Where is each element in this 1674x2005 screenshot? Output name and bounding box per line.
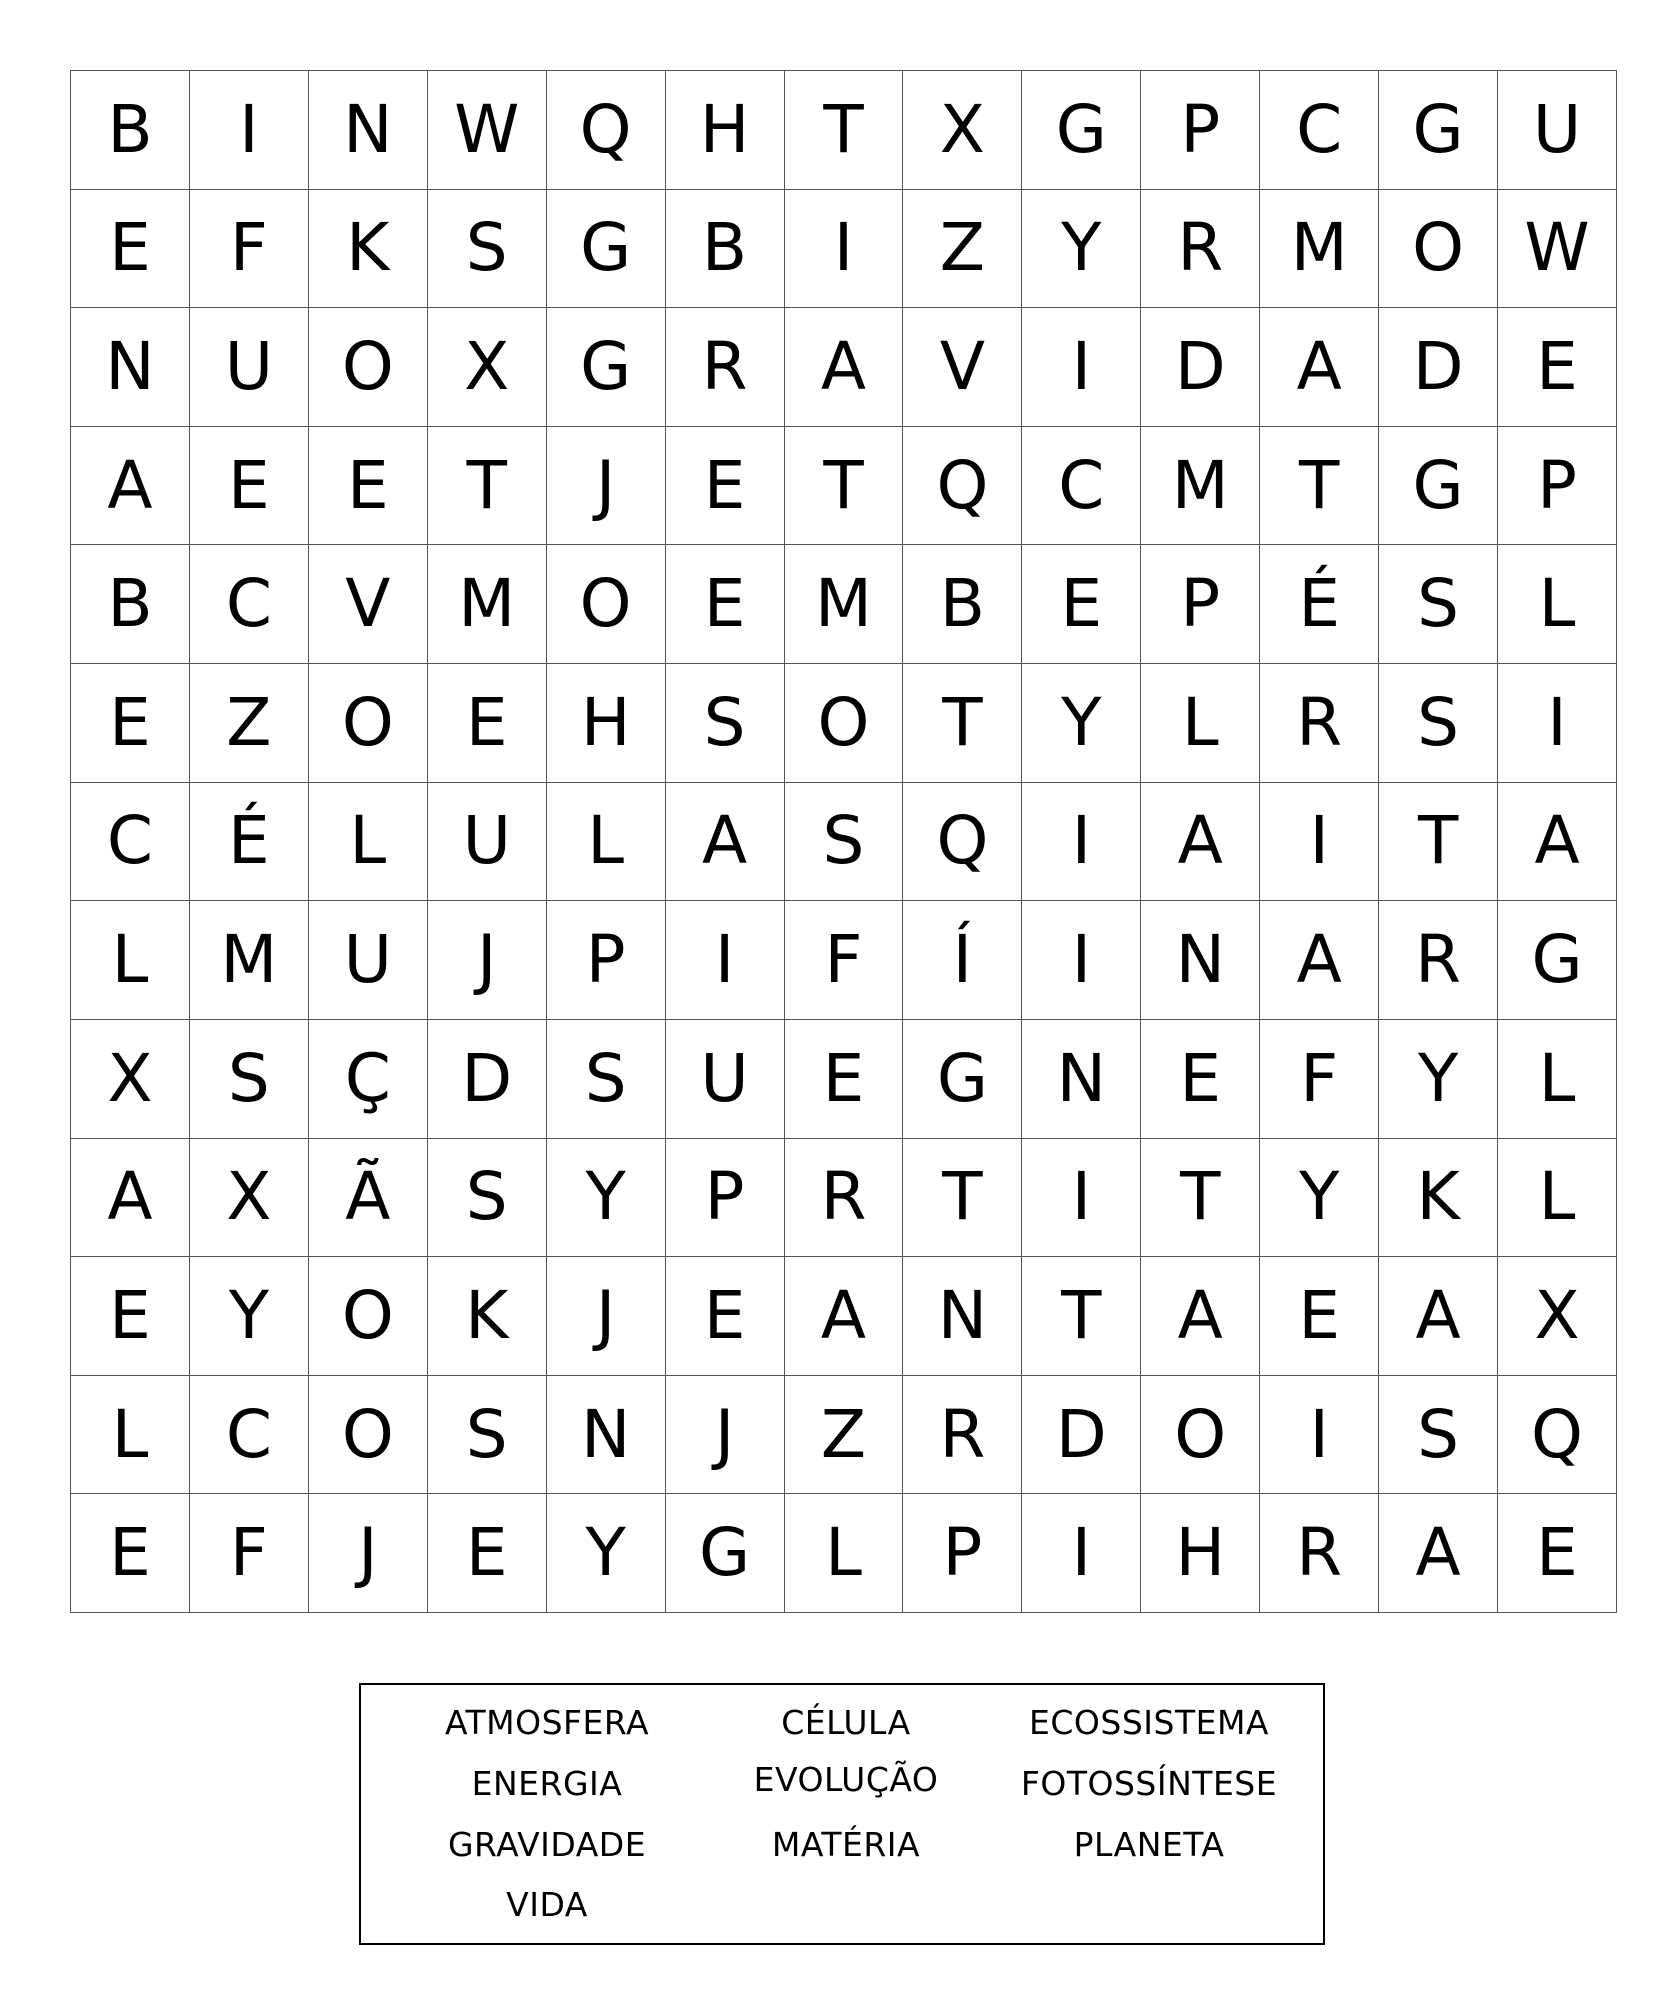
grid-cell[interactable]: O [309, 1257, 428, 1376]
grid-cell[interactable]: C [1022, 427, 1141, 546]
grid-cell[interactable]: D [1141, 308, 1260, 427]
grid-cell[interactable]: X [190, 1139, 309, 1258]
grid-cell[interactable]: L [1498, 545, 1617, 664]
grid-cell[interactable]: E [190, 427, 309, 546]
grid-cell[interactable]: E [1022, 545, 1141, 664]
grid-cell[interactable]: P [666, 1139, 785, 1258]
grid-cell[interactable]: Z [903, 190, 1022, 309]
grid-cell[interactable]: B [903, 545, 1022, 664]
grid-cell[interactable]: E [71, 1494, 190, 1613]
grid-cell[interactable]: O [785, 664, 904, 783]
grid-cell[interactable]: A [666, 783, 785, 902]
grid-cell[interactable]: U [1498, 71, 1617, 190]
grid-cell[interactable]: U [666, 1020, 785, 1139]
grid-cell[interactable]: J [428, 901, 547, 1020]
grid-cell[interactable]: G [1379, 427, 1498, 546]
grid-cell[interactable]: S [428, 190, 547, 309]
grid-cell[interactable]: F [190, 190, 309, 309]
grid-cell[interactable]: R [903, 1376, 1022, 1495]
grid-cell[interactable]: Q [547, 71, 666, 190]
word-list-item: ATMOSFERA [444, 1703, 650, 1742]
grid-cell[interactable]: N [1141, 901, 1260, 1020]
word-list-item: GRAVIDADE [447, 1825, 647, 1864]
grid-cell[interactable]: E [428, 664, 547, 783]
grid-cell[interactable]: R [785, 1139, 904, 1258]
grid-cell[interactable]: M [190, 901, 309, 1020]
grid-cell[interactable]: H [666, 71, 785, 190]
grid-cell[interactable]: R [666, 308, 785, 427]
grid-cell[interactable]: U [190, 308, 309, 427]
grid-cell[interactable]: W [428, 71, 547, 190]
grid-cell[interactable]: M [785, 545, 904, 664]
grid-cell[interactable]: L [785, 1494, 904, 1613]
grid-cell[interactable]: L [1141, 664, 1260, 783]
grid-cell[interactable]: A [1141, 1257, 1260, 1376]
grid-cell[interactable]: S [428, 1376, 547, 1495]
grid-cell[interactable]: V [903, 308, 1022, 427]
grid-cell[interactable]: E [666, 427, 785, 546]
grid-cell[interactable]: A [785, 308, 904, 427]
grid-cell[interactable]: R [1379, 901, 1498, 1020]
grid-cell[interactable]: N [1022, 1020, 1141, 1139]
grid-cell[interactable]: R [1260, 1494, 1379, 1613]
grid-cell[interactable]: M [1141, 427, 1260, 546]
grid-cell[interactable]: A [1379, 1257, 1498, 1376]
word-list-item: ENERGIA [471, 1764, 623, 1803]
grid-cell[interactable]: Y [190, 1257, 309, 1376]
grid-cell[interactable]: T [785, 427, 904, 546]
grid-cell[interactable]: M [428, 545, 547, 664]
grid-cell[interactable]: J [309, 1494, 428, 1613]
grid-cell[interactable]: I [1260, 1376, 1379, 1495]
word-list-item: CÉLULA [781, 1703, 911, 1742]
grid-cell[interactable]: H [547, 664, 666, 783]
word-list-item: VIDA [506, 1885, 588, 1924]
grid-cell[interactable]: Y [1260, 1139, 1379, 1258]
grid-cell[interactable]: E [1498, 308, 1617, 427]
grid-cell[interactable]: O [1141, 1376, 1260, 1495]
grid-cell[interactable]: G [666, 1494, 785, 1613]
grid-cell[interactable]: Q [903, 427, 1022, 546]
grid-cell[interactable]: B [71, 545, 190, 664]
grid-cell[interactable]: N [71, 308, 190, 427]
grid-cell[interactable]: E [428, 1494, 547, 1613]
grid-cell[interactable]: H [1141, 1494, 1260, 1613]
grid-cell[interactable]: X [903, 71, 1022, 190]
grid-cell[interactable]: A [1260, 901, 1379, 1020]
grid-cell[interactable]: A [1141, 783, 1260, 902]
grid-cell[interactable]: E [71, 1257, 190, 1376]
grid-cell[interactable]: U [428, 783, 547, 902]
grid-cell[interactable]: O [309, 664, 428, 783]
grid-cell[interactable]: G [1022, 71, 1141, 190]
grid-cell[interactable]: G [1498, 901, 1617, 1020]
grid-cell[interactable]: X [1498, 1257, 1617, 1376]
letter-grid [70, 70, 1617, 1613]
grid-cell[interactable]: É [1260, 545, 1379, 664]
grid-cell[interactable]: T [428, 427, 547, 546]
grid-cell[interactable]: I [1498, 664, 1617, 783]
grid-cell[interactable]: S [1379, 1376, 1498, 1495]
grid-cell[interactable]: L [309, 783, 428, 902]
grid-cell[interactable]: S [428, 1139, 547, 1258]
grid-cell[interactable]: N [547, 1376, 666, 1495]
grid-cell[interactable]: T [903, 1139, 1022, 1258]
grid-cell[interactable]: D [1022, 1376, 1141, 1495]
grid-cell[interactable]: U [309, 901, 428, 1020]
grid-cell[interactable]: I [1022, 1139, 1141, 1258]
grid-cell[interactable]: B [71, 71, 190, 190]
word-list-item: PLANETA [1073, 1825, 1225, 1864]
word-list-item: FOTOSSÍNTESE [1020, 1764, 1278, 1803]
grid-cell[interactable]: I [666, 901, 785, 1020]
grid-cell[interactable]: A [1379, 1494, 1498, 1613]
grid-cell[interactable]: B [666, 190, 785, 309]
grid-cell[interactable]: E [1260, 1257, 1379, 1376]
grid-cell[interactable]: T [1141, 1139, 1260, 1258]
grid-cell[interactable]: E [666, 545, 785, 664]
grid-cell[interactable]: I [1022, 901, 1141, 1020]
grid-cell[interactable]: K [428, 1257, 547, 1376]
grid-cell[interactable]: T [785, 71, 904, 190]
grid-cell[interactable]: I [1022, 1494, 1141, 1613]
grid-cell[interactable]: Q [1498, 1376, 1617, 1495]
grid-cell[interactable]: Y [1022, 664, 1141, 783]
grid-cell[interactable]: L [71, 1376, 190, 1495]
grid-cell[interactable]: Y [547, 1494, 666, 1613]
grid-cell[interactable]: A [1260, 308, 1379, 427]
grid-cell[interactable]: L [71, 901, 190, 1020]
grid-cell[interactable]: W [1498, 190, 1617, 309]
grid-cell[interactable]: M [1260, 190, 1379, 309]
word-list-item: MATÉRIA [771, 1825, 921, 1864]
grid-cell[interactable]: L [1498, 1020, 1617, 1139]
grid-cell[interactable]: C [71, 783, 190, 902]
grid-cell[interactable]: Z [190, 664, 309, 783]
grid-cell[interactable]: I [785, 190, 904, 309]
grid-cell[interactable]: G [547, 308, 666, 427]
grid-cell[interactable]: Y [1379, 1020, 1498, 1139]
grid-cell[interactable]: S [785, 783, 904, 902]
grid-cell[interactable]: I [1022, 308, 1141, 427]
grid-cell[interactable]: X [71, 1020, 190, 1139]
grid-cell[interactable]: R [1141, 190, 1260, 309]
grid-cell[interactable]: X [428, 308, 547, 427]
grid-cell[interactable]: S [666, 664, 785, 783]
grid-cell[interactable]: F [190, 1494, 309, 1613]
grid-cell[interactable]: C [1260, 71, 1379, 190]
grid-cell[interactable]: I [1022, 783, 1141, 902]
grid-cell[interactable]: E [1141, 1020, 1260, 1139]
grid-cell[interactable]: Y [1022, 190, 1141, 309]
grid-cell[interactable]: Ã [309, 1139, 428, 1258]
grid-cell[interactable]: T [1022, 1257, 1141, 1376]
grid-cell[interactable]: E [71, 664, 190, 783]
grid-cell[interactable]: L [547, 783, 666, 902]
grid-cell[interactable]: A [1498, 783, 1617, 902]
grid-cell[interactable]: D [1379, 308, 1498, 427]
grid-cell[interactable]: O [309, 308, 428, 427]
grid-cell[interactable]: G [1379, 71, 1498, 190]
grid-cell[interactable]: E [666, 1257, 785, 1376]
grid-cell[interactable]: K [309, 190, 428, 309]
grid-cell[interactable]: Í [903, 901, 1022, 1020]
grid-cell[interactable]: L [1498, 1139, 1617, 1258]
grid-cell[interactable]: G [903, 1020, 1022, 1139]
grid-cell[interactable]: P [1141, 71, 1260, 190]
grid-cell[interactable]: I [190, 71, 309, 190]
grid-cell[interactable]: T [1379, 783, 1498, 902]
grid-cell[interactable]: Ç [309, 1020, 428, 1139]
grid-cell[interactable]: P [547, 901, 666, 1020]
grid-cell[interactable]: I [1260, 783, 1379, 902]
grid-cell[interactable]: C [190, 1376, 309, 1495]
grid-cell[interactable]: R [1260, 664, 1379, 783]
grid-cell[interactable]: É [190, 783, 309, 902]
grid-cell[interactable]: P [1141, 545, 1260, 664]
grid-cell[interactable]: P [1498, 427, 1617, 546]
word-list-item: ECOSSISTEMA [1029, 1703, 1269, 1742]
grid-cell[interactable]: E [1498, 1494, 1617, 1613]
grid-cell[interactable]: P [903, 1494, 1022, 1613]
grid-cell[interactable]: V [309, 545, 428, 664]
grid-cell[interactable]: A [71, 1139, 190, 1258]
grid-cell[interactable]: A [785, 1257, 904, 1376]
grid-cell[interactable]: G [547, 190, 666, 309]
grid-cell[interactable]: F [785, 901, 904, 1020]
grid-cell[interactable]: C [190, 545, 309, 664]
grid-cell[interactable]: J [666, 1376, 785, 1495]
grid-cell[interactable]: N [903, 1257, 1022, 1376]
grid-cell[interactable]: O [547, 545, 666, 664]
grid-cell[interactable]: T [1260, 427, 1379, 546]
grid-cell[interactable]: A [71, 427, 190, 546]
grid-cell[interactable]: D [428, 1020, 547, 1139]
grid-cell[interactable]: S [1379, 664, 1498, 783]
word-list-box [359, 1683, 1325, 1945]
grid-cell[interactable]: S [1379, 545, 1498, 664]
grid-cell[interactable]: F [1260, 1020, 1379, 1139]
grid-cell[interactable]: S [190, 1020, 309, 1139]
grid-cell[interactable]: E [71, 190, 190, 309]
grid-cell[interactable]: T [903, 664, 1022, 783]
grid-cell[interactable]: Q [903, 783, 1022, 902]
grid-cell[interactable]: S [547, 1020, 666, 1139]
grid-cell[interactable]: J [547, 427, 666, 546]
grid-cell[interactable]: N [309, 71, 428, 190]
word-list-item: EVOLUÇÃO [753, 1760, 939, 1799]
grid-cell[interactable]: J [547, 1257, 666, 1376]
grid-cell[interactable]: Y [547, 1139, 666, 1258]
grid-cell[interactable]: Z [785, 1376, 904, 1495]
grid-cell[interactable]: K [1379, 1139, 1498, 1258]
grid-cell[interactable]: E [785, 1020, 904, 1139]
grid-cell[interactable]: E [309, 427, 428, 546]
grid-cell[interactable]: O [309, 1376, 428, 1495]
grid-cell[interactable]: O [1379, 190, 1498, 309]
